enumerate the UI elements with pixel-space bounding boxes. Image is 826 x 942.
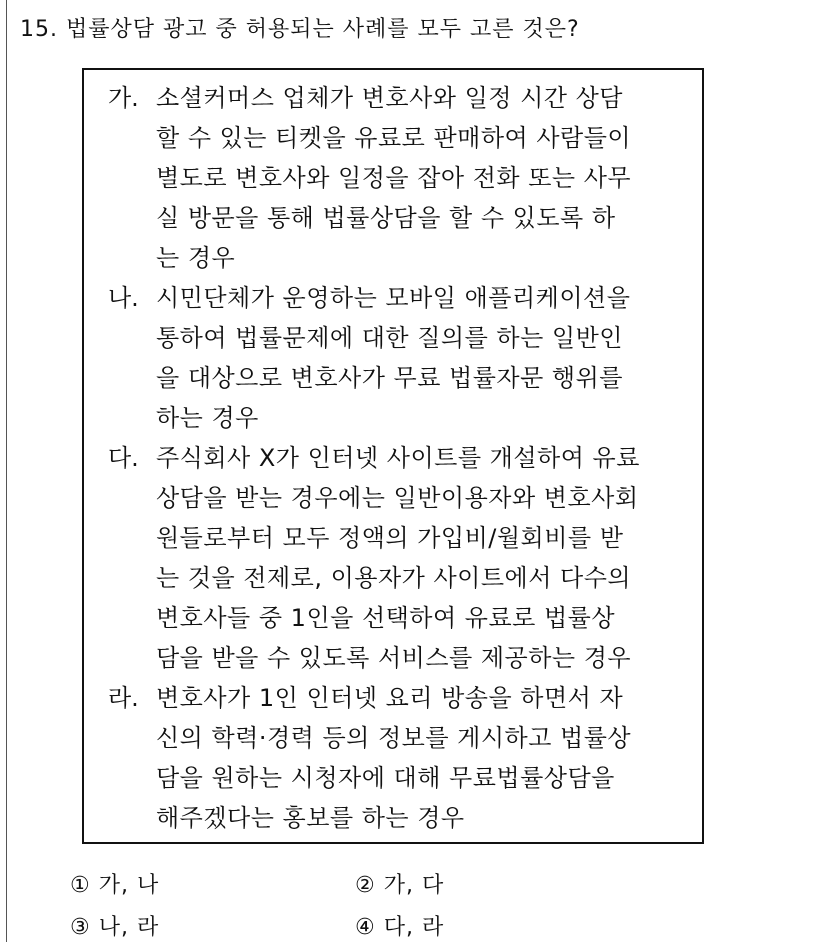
page-left-border — [6, 0, 7, 942]
question-heading — [20, 12, 580, 43]
item-text: 소셜커머스 업체가 변호사와 일정 시간 상담 할 수 있는 티켓을 유료로 판매하여 사람들이 별도로 변호사와 일정을 잡아 전화 또는 사무 실 방문을 통해 법률상담을 할 수 있도록 하 는 경우 — [156, 84, 632, 272]
choice-3[interactable] — [70, 910, 159, 941]
item-na — [108, 278, 688, 438]
choice-text: 다, 라 — [383, 915, 445, 940]
item-ga — [108, 78, 688, 278]
item-text: 변호사가 1인 인터넷 요리 방송을 하면서 자 신의 학력·경력 등의 정보를 게시하고 법률상 담을 원하는 시청자에 대해 무료법률상담을 해주겠다는 홍보를 하는 경우 — [156, 684, 632, 832]
choice-2[interactable] — [355, 868, 444, 899]
item-label: 다. — [108, 444, 139, 472]
choice-mark: ③ — [70, 915, 91, 940]
choice-text: 가, 나 — [98, 873, 160, 898]
item-text: 주식회사 X가 인터넷 사이트를 개설하여 유료 상담을 받는 경우에는 일반이용자와 변호사회 원들로부터 모두 정액의 가입비/월회비를 받 는 것을 전제로, 이용자가 사이트에서 다수의 변호사들 중 1인을 선택하여 유료로 법률상 담을 받을 수 있도록 서비스를 제공하는 경우 — [156, 444, 640, 672]
item-list — [108, 78, 688, 838]
choice-1[interactable] — [70, 868, 159, 899]
choice-mark: ① — [70, 873, 91, 898]
items-box — [82, 68, 704, 844]
choice-text: 나, 라 — [98, 915, 160, 940]
choice-mark: ② — [355, 873, 376, 898]
item-ra — [108, 678, 688, 838]
choice-mark: ④ — [355, 915, 376, 940]
question-text: 법률상담 광고 중 허용되는 사례를 모두 고른 것은? — [66, 17, 580, 42]
item-label: 가. — [108, 84, 139, 112]
item-da — [108, 438, 688, 678]
choice-text: 가, 다 — [383, 873, 445, 898]
choice-4[interactable] — [355, 910, 444, 941]
item-label: 라. — [108, 684, 139, 712]
question-number: 15. — [20, 17, 58, 42]
item-text: 시민단체가 운영하는 모바일 애플리케이션을 통하여 법률문제에 대한 질의를 하는 일반인 을 대상으로 변호사가 무료 법률자문 행위를 하는 경우 — [156, 284, 631, 432]
item-label: 나. — [108, 284, 139, 312]
